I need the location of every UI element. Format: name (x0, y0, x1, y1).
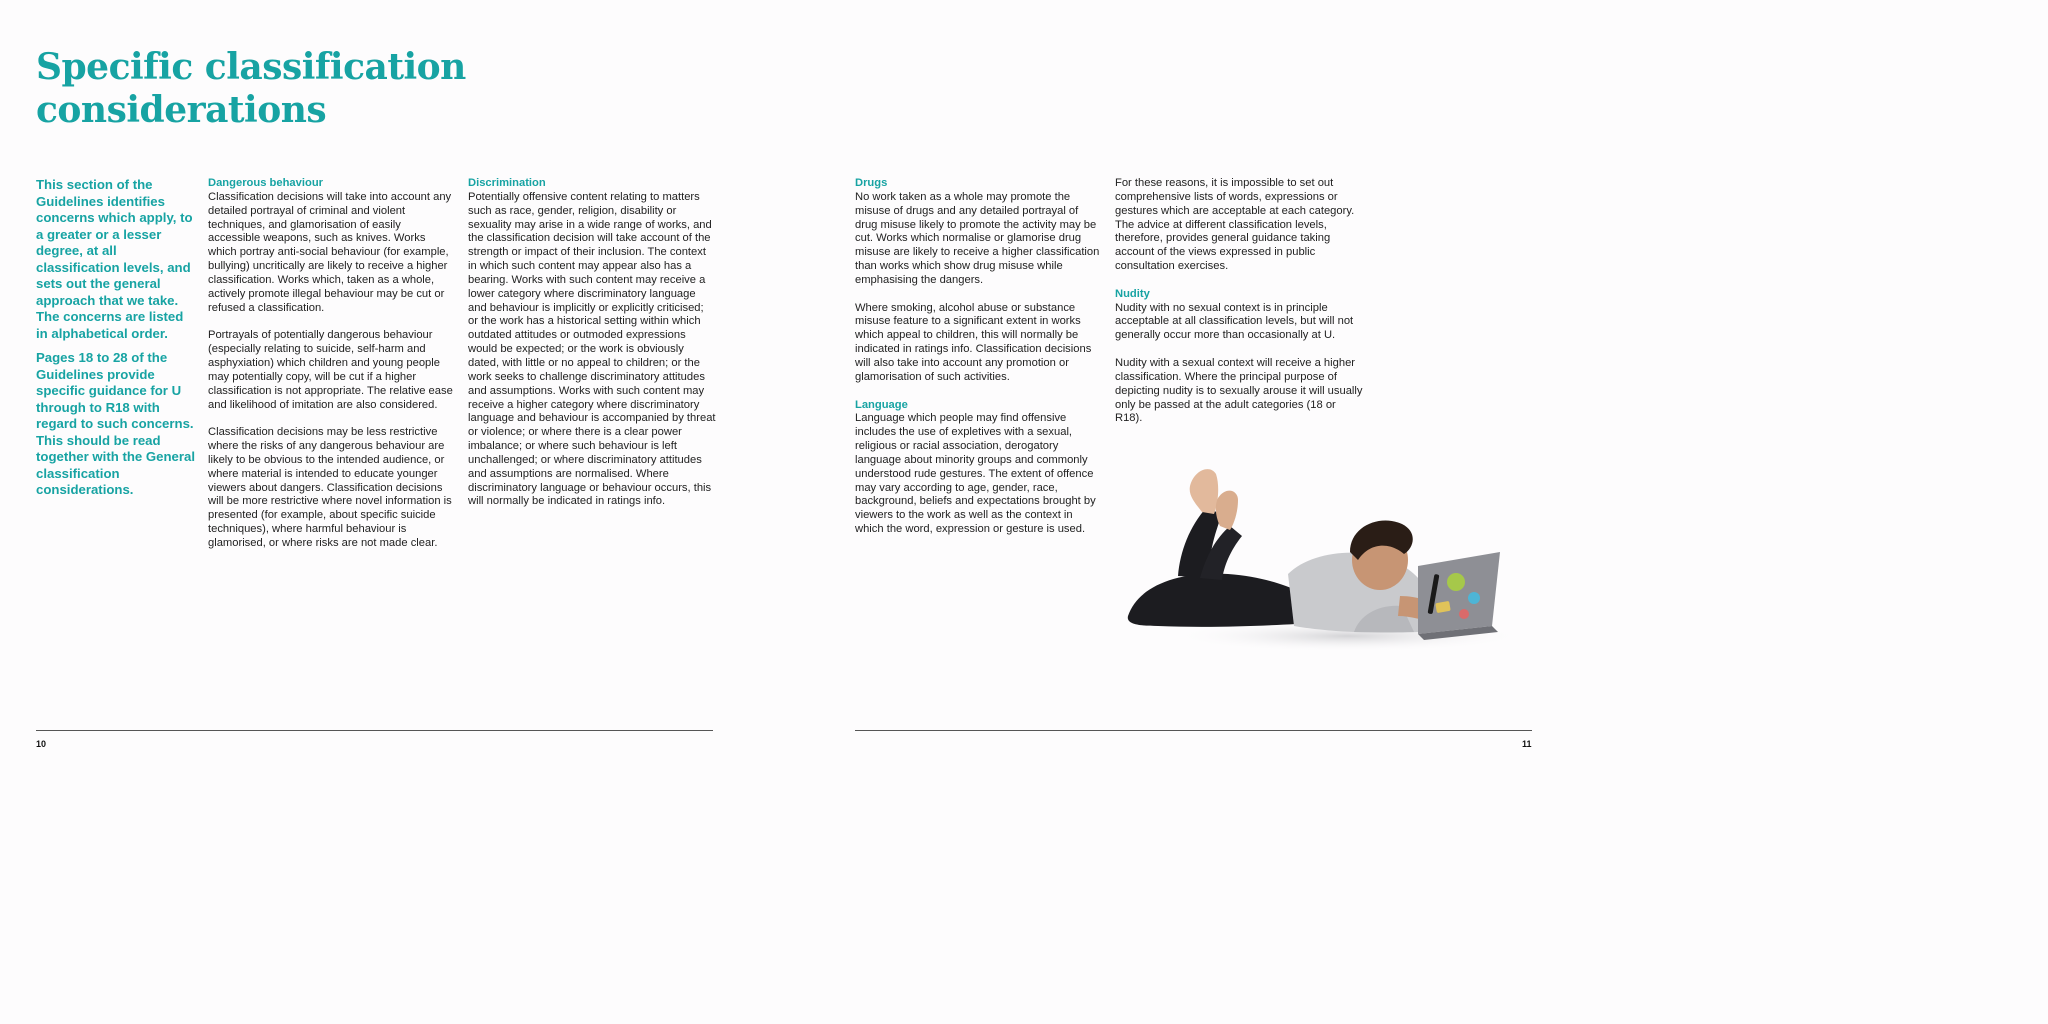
nudity-heading: Nudity (1115, 287, 1150, 300)
nudity-paragraph-2: Nudity with a sexual context will receive a higher classification. Where the principal purpose of depicting nudity is to sexually arouse it will usually only be passed at the adult categories (18 or R18). (1115, 356, 1363, 425)
nudity-paragraph-1: Nudity with no sexual context is in principle acceptable at all classification levels, but will not generally occur more than occasionally at U. (1115, 301, 1354, 342)
reasons-nudity-column (1115, 177, 1363, 440)
language-paragraph: Language which people may find offensive includes the use of expletives with a sexual, religious or racial association, derogatory language about minority groups and commonly understood rude gestures. The extent of offence may vary according to age, gender, race, background, beliefs and expectations brought by viewers to the work as well as the context in which the word, expression or gesture is used. (855, 412, 1096, 536)
discrimination-paragraph: Potentially offensive content relating to matters such as race, gender, religion, disability or sexuality may arise in a wide range of works, and the classification decision will take account of the strength or impact of their inclusion. The context in which such content may appear also has a bearing. Works with such content may receive a lower category where discriminatory language and behaviour is implicitly or explicitly criticised; or the work has a historical setting within which outdated attitudes or outmoded expressions would be expected; or the work is obviously dated, with little or no appeal to children; or the work seeks to challenge discriminatory attitudes and assumptions. Works with such content may receive a higher category where discriminatory language and behaviour is accompanied by threat or violence; or where there is a clear power imbalance; or where such behaviour is left unchallenged; or where discriminatory attitudes and assumptions are normalised. Where discriminatory language or behaviour occurs, this will normally be indicated in ratings info. (468, 190, 716, 508)
footer-rule-left (36, 730, 713, 731)
page-number-left: 10 (36, 739, 47, 749)
drugs-heading: Drugs (855, 177, 888, 189)
page-title: Specific classification considerations (36, 46, 466, 131)
language-heading: Language (855, 398, 908, 411)
drugs-language-column (855, 177, 1103, 551)
discrimination-column (468, 177, 716, 523)
dangerous-behaviour-paragraph-2: Portrayals of potentially dangerous behaviour (especially relating to suicide, self-harm and asphyxiation) which children and young people may potentially copy, will be cut if a higher classification is not appropriate. The relative ease and likelihood of imitation are also considered. (208, 329, 453, 411)
left-page (0, 0, 784, 784)
dangerous-behaviour-heading: Dangerous behaviour (208, 177, 324, 189)
intro-paragraph-2: Pages 18 to 28 of the Guidelines provide specific guidance for U through to R18 with regard to such concerns. This should be read together with the General classification considerations. (36, 350, 196, 497)
page-number-right: 11 (1522, 739, 1532, 749)
intro-callout (36, 177, 196, 507)
reasons-paragraph: For these reasons, it is impossible to set out comprehensive lists of words, expressions or gestures which are acceptable at each category. The advice at different classification levels, therefore, provides general guidance taking account of the views expressed in public consultation exercises. (1115, 177, 1355, 273)
boy-with-laptop-photo (1118, 456, 1508, 668)
intro-paragraph-1: This section of the Guidelines identifies concerns which apply, to a greater or a lesser degree, at all classification levels, and sets out the general approach that we take. The concerns are listed in alphabetical order. (36, 177, 193, 341)
drugs-paragraph-2: Where smoking, alcohol abuse or substance misuse feature to a significant extent in works which appeal to children, this will normally be indicated in ratings info. Classification decisions will also take into account any promotion or glamorisation of such activities. (855, 301, 1092, 383)
discrimination-heading: Discrimination (468, 177, 546, 189)
dangerous-behaviour-paragraph-3: Classification decisions may be less restrictive where the risks of any dangerous behaviour are likely to be obvious to the intended audience, or where material is intended to educate younger viewers about dangers. Classification decisions will be more restrictive where novel information is presented (for example, about specific suicide techniques), where harmful behaviour is glamorised, or where risks are not made clear. (208, 426, 452, 549)
drugs-section (855, 177, 1103, 385)
footer-rule-right (855, 730, 1532, 731)
language-section (855, 399, 1103, 537)
dangerous-behaviour-paragraph-1: Classification decisions will take into account any detailed portrayal of criminal and violent techniques, and glamorisation of easily accessible weapons, such as knives. Works which portray anti-social behaviour (for example, bullying) uncritically are likely to receive a higher classification. Works which, taken as a whole, actively promote illegal behaviour may be cut or refused a classification. (208, 190, 452, 314)
drugs-paragraph-1: No work taken as a whole may promote the misuse of drugs and any detailed portrayal of drug misuse likely to promote the activity may be cut. Works which normalise or glamorise drug misuse are likely to receive a higher classification than works which show drug misuse while emphasising the dangers. (855, 190, 1100, 286)
dangerous-behaviour-column (208, 177, 456, 565)
